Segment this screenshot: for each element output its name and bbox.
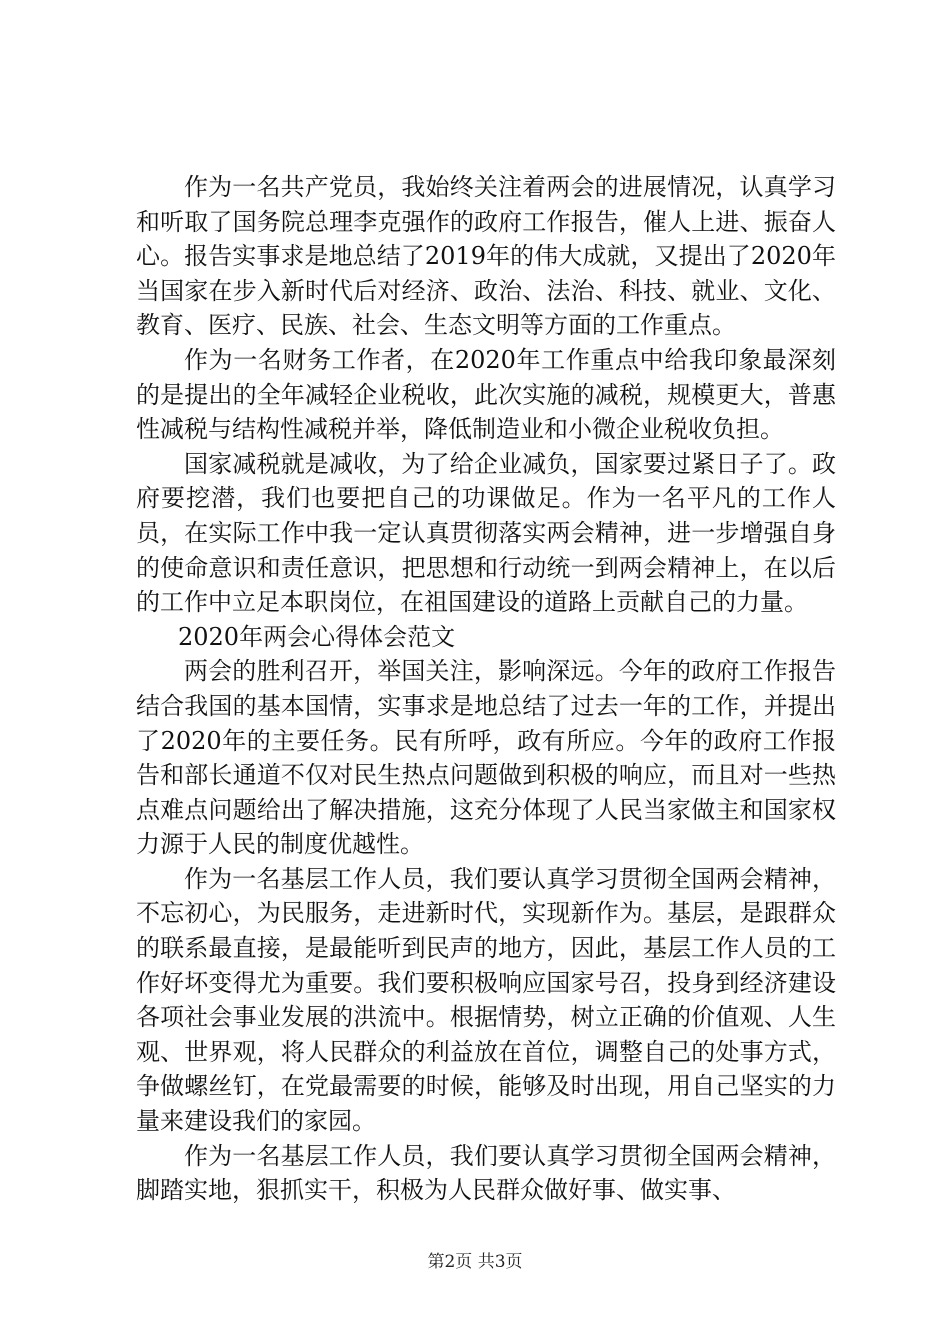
paragraph-2: 作为一名财务工作者，在2020年工作重点中给我印象最深刻的是提出的全年减轻企业税收，此次实施的减税，规模更大，普惠性减税与结构性减税并举，降低制造业和小微企业税收负担。 — [136, 345, 836, 444]
paragraph-4: 两会的胜利召开，举国关注，影响深远。今年的政府工作报告结合我国的基本国情，实事求是地总结了过去一年的工作，并提出了2020年的主要任务。民有所呼，政有所应。今年的政府工作报告和部长通道不仅对民生热点问题做到积极的响应，而且对一些热点难点问题给出了解决措施，这充分体现了人民当家做主和国家权力源于人民的制度优越性。 — [136, 657, 836, 859]
section-subtitle: 2020年两会心得体会范文 — [178, 622, 456, 651]
paragraph-1: 作为一名共产党员，我始终关注着两会的进展情况，认真学习和听取了国务院总理李克强作的政府工作报告，催人上进、振奋人心。报告实事求是地总结了2019年的伟大成就，又提出了2020年当国家在步入新时代后对经济、政治、法治、科技、就业、文化、教育、医疗、民族、社会、生态文明等方面的工作重点。 — [136, 173, 836, 340]
page-number-footer: 第2页 共3页 — [427, 1252, 523, 1272]
paragraph-6: 作为一名基层工作人员，我们要认真学习贯彻全国两会精神，脚踏实地，狠抓实干，积极为人民群众做好事、做实事、 — [136, 1141, 836, 1205]
paragraph-5: 作为一名基层工作人员，我们要认真学习贯彻全国两会精神，不忘初心，为民服务，走进新时代，实现新作为。基层，是跟群众的联系最直接，是最能听到民声的地方，因此，基层工作人员的工作好坏变得尤为重要。我们要积极响应国家号召，投身到经济建设各项社会事业发展的洪流中。根据情势，树立正确的价值观、人生观、世界观，将人民群众的利益放在首位，调整自己的处事方式，争做螺丝钉，在党最需要的时候，能够及时出现，用自己坚实的力量来建设我们的家园。 — [136, 864, 836, 1136]
paragraph-3: 国家减税就是减收，为了给企业减负，国家要过紧日子了。政府要挖潜，我们也要把自己的功课做足。作为一名平凡的工作人员，在实际工作中我一定认真贯彻落实两会精神，进一步增强自身的使命意识和责任意识，把思想和行动统一到两会精神上，在以后的工作中立足本职岗位，在祖国建设的道路上贡献自己的力量。 — [136, 449, 836, 617]
document-body — [136, 170, 836, 1208]
